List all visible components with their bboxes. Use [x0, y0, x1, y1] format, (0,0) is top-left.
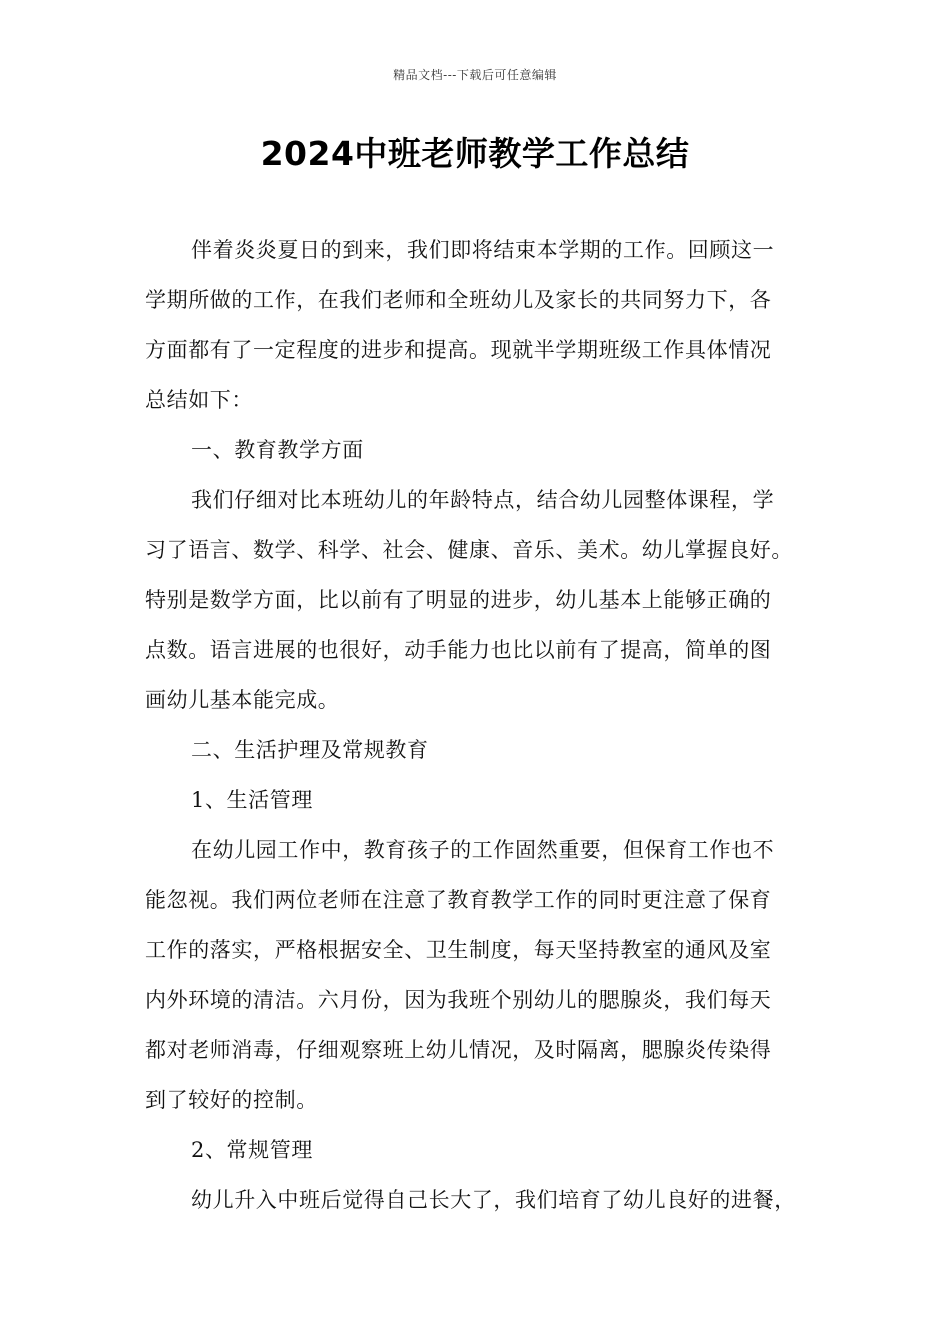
paragraph-line: 方面都有了一定程度的进步和提高。现就半学期班级工作具体情况	[145, 338, 772, 362]
paragraph-line: 工作的落实，严格根据安全、卫生制度，每天坚持教室的通风及室	[145, 938, 772, 962]
paragraph-line: 都对老师消毒，仔细观察班上幼儿情况，及时隔离，腮腺炎传染得	[145, 1038, 772, 1062]
section-heading: 二、生活护理及常规教育	[191, 738, 429, 762]
paragraph-line: 学期所做的工作，在我们老师和全班幼儿及家长的共同努力下，各	[145, 288, 772, 312]
document-title: 2024中班老师教学工作总结	[260, 134, 690, 173]
paragraph-line: 特别是数学方面，比以前有了明显的进步，幼儿基本上能够正确的	[145, 588, 772, 612]
section-heading: 一、教育教学方面	[191, 438, 364, 462]
paragraph-line: 总结如下：	[145, 388, 253, 412]
paragraph-line: 内外环境的清洁。六月份，因为我班个别幼儿的腮腺炎，我们每天	[145, 988, 772, 1012]
document-body	[145, 225, 817, 1225]
paragraph-line: 幼儿升入中班后觉得自己长大了，我们培育了幼儿良好的进餐，	[191, 1188, 796, 1212]
paragraph-line: 习了语言、数学、科学、社会、健康、音乐、美术。幼儿掌握良好。	[145, 538, 793, 562]
paragraph-line: 在幼儿园工作中，教育孩子的工作固然重要，但保育工作也不	[191, 838, 775, 862]
paragraph-line: 点数。语言进展的也很好，动手能力也比以前有了提高，简单的图	[145, 638, 772, 662]
paragraph-line: 能忽视。我们两位老师在注意了教育教学工作的同时更注意了保育	[145, 888, 772, 912]
paragraph-line: 我们仔细对比本班幼儿的年龄特点，结合幼儿园整体课程，学	[191, 488, 775, 512]
header-note: 精品文档---下载后可任意编辑	[393, 68, 557, 82]
subsection-heading: 1、生活管理	[191, 788, 313, 812]
paragraph-line: 到了较好的控制。	[145, 1088, 318, 1112]
paragraph-line: 画幼儿基本能完成。	[145, 688, 340, 712]
paragraph-line: 伴着炎炎夏日的到来，我们即将结束本学期的工作。回顾这一	[191, 238, 775, 262]
subsection-heading: 2、常规管理	[191, 1138, 313, 1162]
